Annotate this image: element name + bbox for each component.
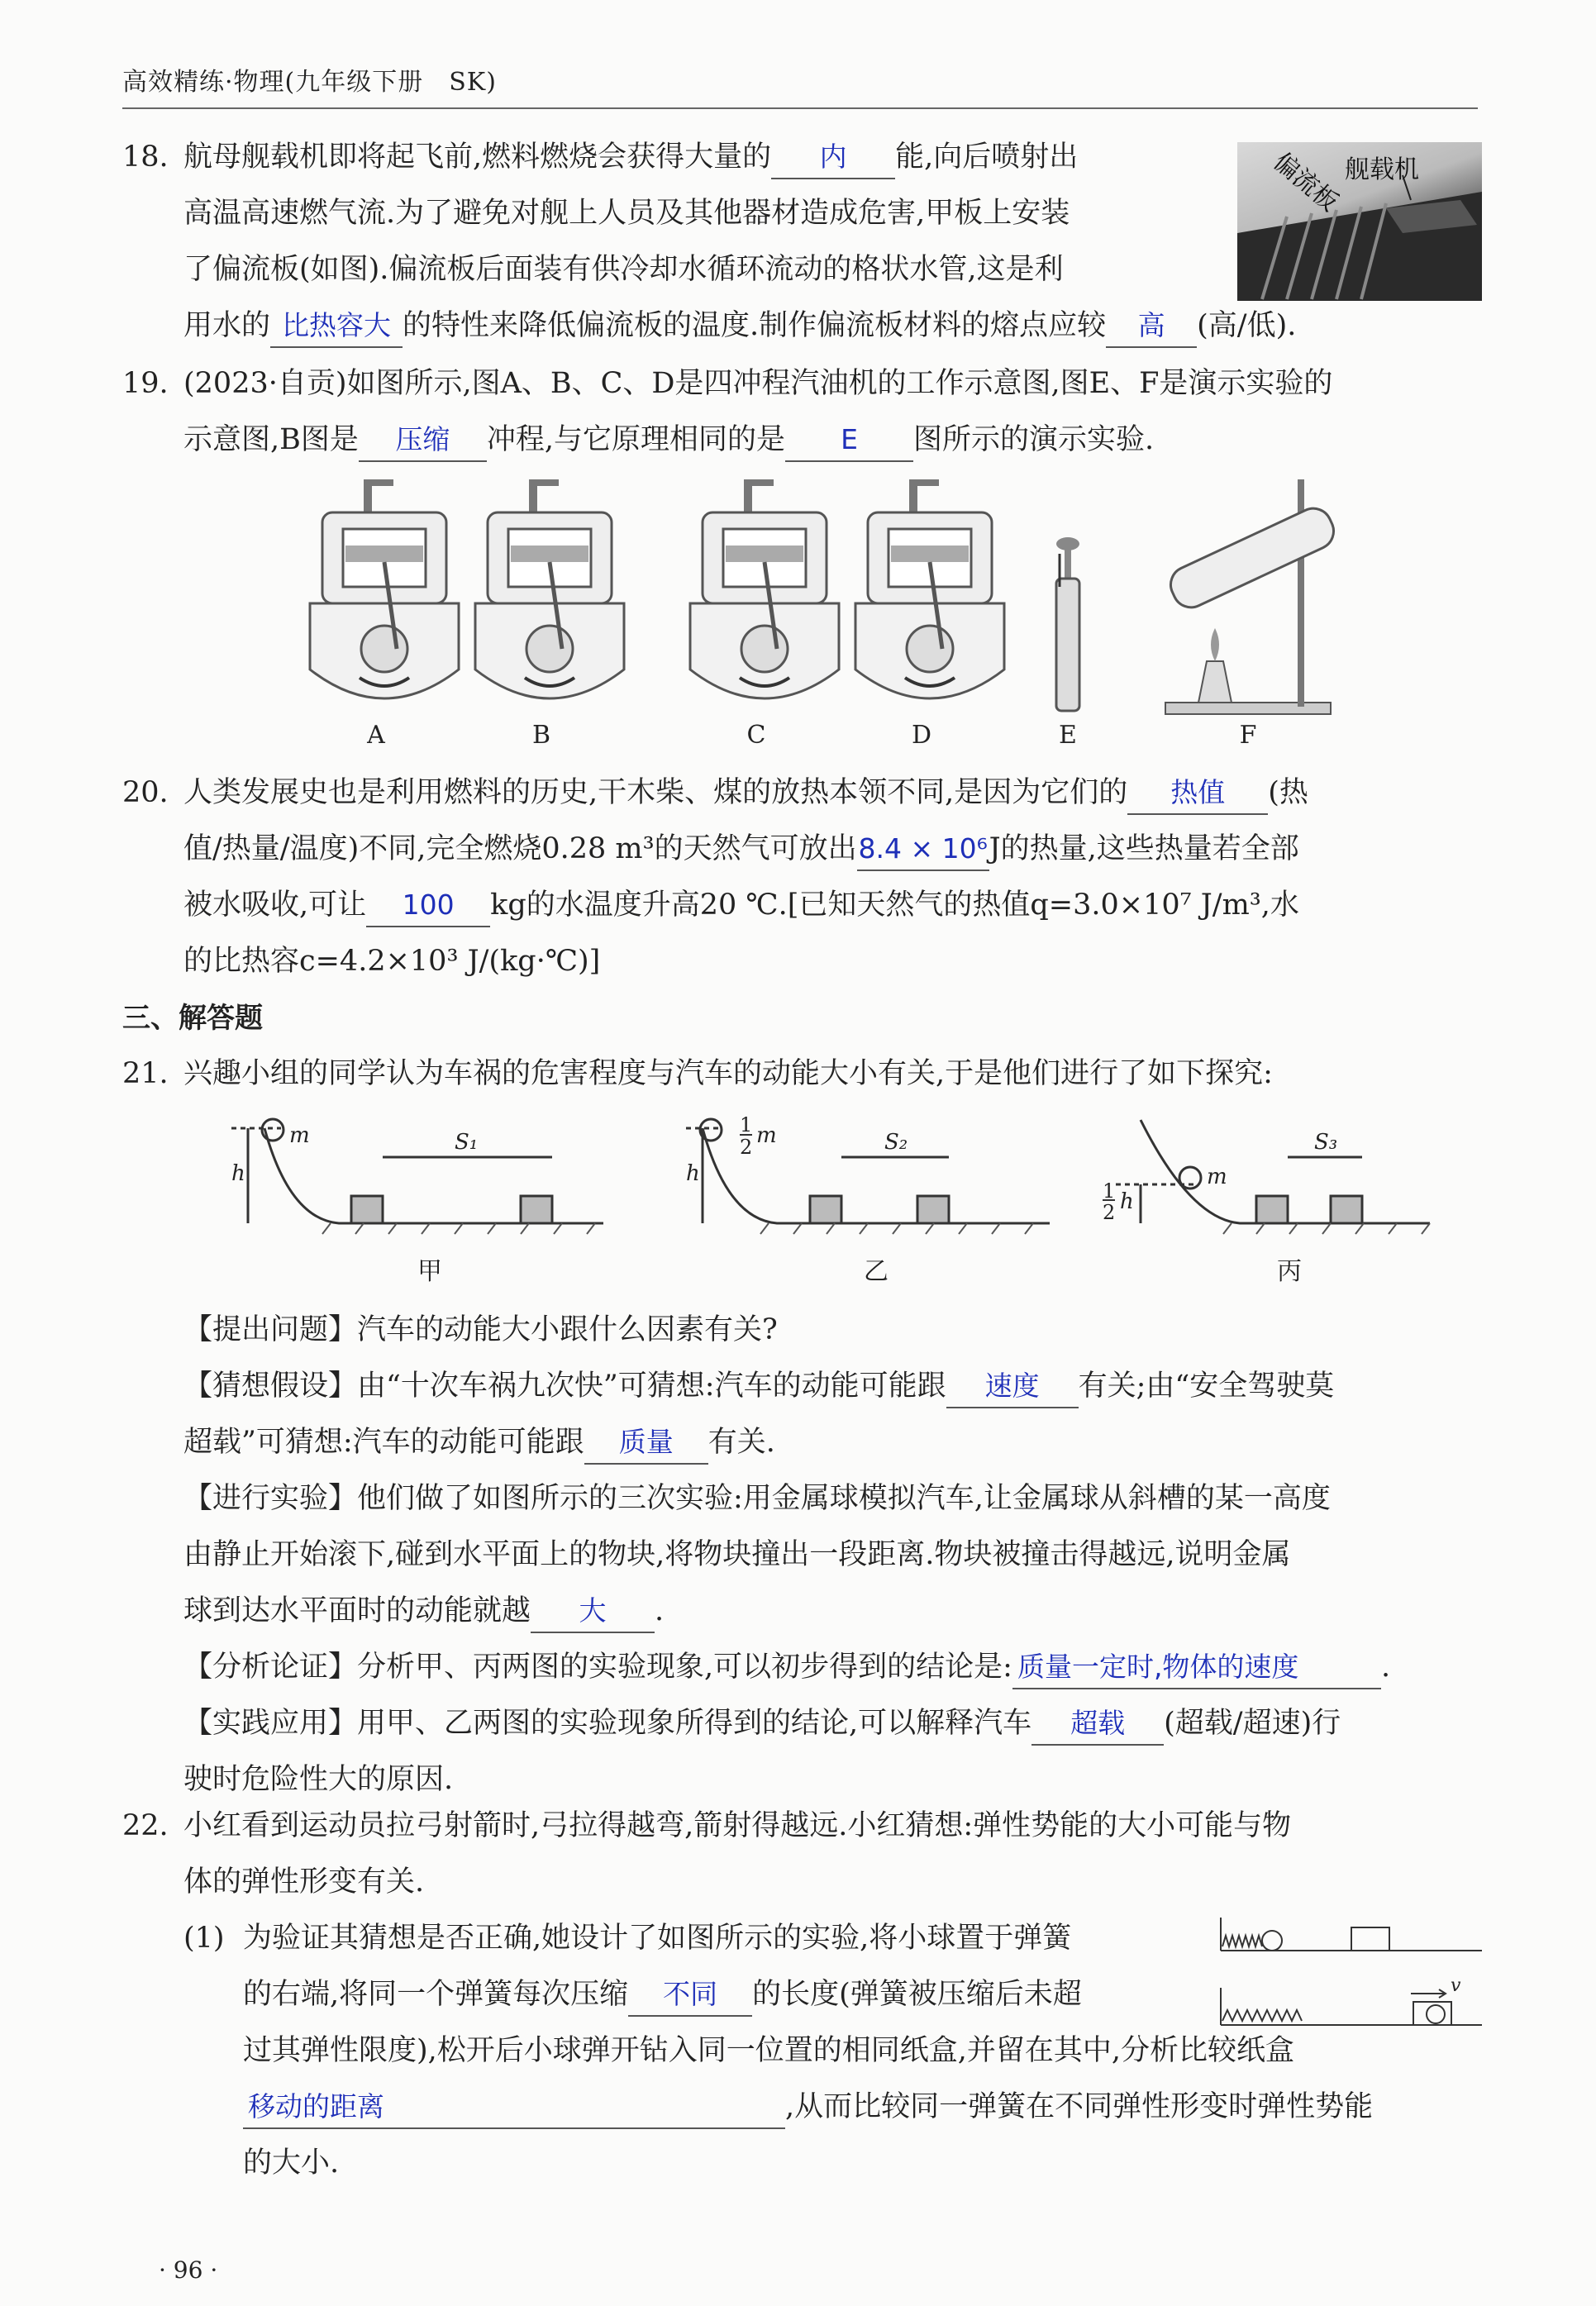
text: 由静止开始滚下,碰到水平面上的物块,将物块撞出一段距离.物块被撞击得越远,说明金属 — [183, 1538, 1291, 1571]
mass-label-jia: m — [289, 1123, 310, 1148]
half-height-top: 1 — [1103, 1179, 1116, 1203]
text: 兴趣小组的同学认为车祸的危害程度与汽车的动能大小有关,于是他们进行了如下探究: — [183, 1057, 1273, 1090]
text: kg的水温度升高20 ℃.[已知天然气的热值q=3.0×10⁷ J/m³,水 — [490, 889, 1299, 922]
half-height-bottom: 2 — [1103, 1201, 1116, 1224]
engine-figures — [306, 479, 1339, 760]
figure-label-bing: 丙 — [1277, 1257, 1302, 1286]
text: ,从而比较同一弹簧在不同弹性形变时弹性势能 — [785, 2090, 1374, 2123]
test-tube-apparatus — [1165, 479, 1339, 714]
ramp-figures — [223, 1112, 1446, 1289]
half-mass-bottom: 2 — [740, 1136, 753, 1159]
mass-label-yi: m — [756, 1123, 777, 1148]
half-mass-top: 1 — [740, 1113, 753, 1136]
text: 有关;由“安全驾驶莫 — [1078, 1370, 1335, 1403]
distance-label-s2: S₂ — [884, 1130, 908, 1155]
height-label-yi: h — [686, 1161, 700, 1186]
text: 有关. — [707, 1426, 775, 1459]
height-label-jia: h — [231, 1161, 245, 1186]
page-header: 高效精练·物理(九年级下册 SK) — [122, 64, 1478, 109]
question-21 — [122, 1046, 1486, 1102]
figure-label-b: B — [531, 721, 551, 750]
text: 的比热容c=4.2×10³ J/(kg·℃)] — [183, 945, 601, 978]
answer-blank[interactable]: 比热容大 — [270, 305, 403, 348]
answer-blank[interactable]: E — [785, 419, 913, 462]
text: 被水吸收,可让 — [183, 889, 367, 922]
spring-diagram-svg — [1219, 1909, 1484, 2042]
answer-blank[interactable]: 100 — [366, 884, 490, 927]
photo-label-deflector: 偏流板 — [1268, 147, 1344, 218]
sub-question-number: (1) — [183, 1922, 225, 1955]
answer-blank[interactable]: 速度 — [946, 1365, 1079, 1408]
ramp-diagram-svg — [223, 1112, 1446, 1244]
text: (2023·自贡)如图所示,图A、B、C、D是四冲程汽油机的工作示意图,图E、F是演示实验的 — [183, 367, 1333, 400]
text: . — [655, 1594, 665, 1627]
distance-label-s3: S₃ — [1314, 1130, 1338, 1155]
figure-label-jia: 甲 — [417, 1257, 442, 1286]
spring-figure — [1219, 1909, 1484, 2042]
question-number: 19. — [122, 367, 169, 400]
figure-label-c: C — [746, 721, 766, 750]
velocity-label: v — [1451, 1975, 1461, 1996]
text: 用甲、乙两图的实验现象所得到的结论,可以解释汽车 — [357, 1707, 1032, 1740]
text: (高/低). — [1197, 309, 1297, 342]
engine-diagram-svg — [306, 479, 1339, 719]
page-number: · 96 · — [159, 2256, 218, 2284]
figure-label-d: D — [911, 721, 932, 750]
text: 航母舰载机即将起飞前,燃料燃烧会获得大量的 — [183, 141, 772, 174]
text: 体的弹性形变有关. — [183, 1865, 425, 1899]
text: 值/热量/温度)不同,完全燃烧0.28 m³的天然气可放出 — [183, 832, 857, 865]
aircraft-carrier-photo — [1237, 142, 1482, 301]
text: 冲程,与它原理相同的是 — [486, 423, 785, 456]
mass-label-bing: m — [1207, 1165, 1227, 1189]
part-tag: 【进行实验】 — [183, 1482, 358, 1515]
text: . — [1380, 1651, 1391, 1684]
text: 能,向后喷射出 — [895, 141, 1079, 174]
text: J的热量,这些热量若全部 — [989, 832, 1299, 865]
question-number: 18. — [122, 141, 169, 174]
text: 的长度(弹簧被压缩后未超 — [752, 1978, 1082, 2011]
question-20 — [122, 765, 1486, 989]
text: 人类发展史也是利用燃料的历史,干木柴、煤的放热本领不同,是因为它们的 — [183, 776, 1128, 809]
answer-blank[interactable]: 压缩 — [359, 419, 487, 462]
text: 示意图,B图是 — [183, 423, 359, 456]
answer-blank[interactable]: 8.4 × 10⁶ — [857, 828, 989, 871]
answer-blank[interactable]: 热值 — [1127, 772, 1268, 815]
photo-label-aircraft: 舰载机 — [1345, 155, 1419, 184]
answer-blank[interactable]: 不同 — [628, 1974, 752, 2017]
text: 超载”可猜想:汽车的动能可能跟 — [183, 1426, 584, 1459]
distance-label-s1: S₁ — [455, 1130, 479, 1155]
section-title: 三、解答题 — [122, 1002, 263, 1035]
figure-label-a: A — [367, 721, 385, 750]
text: 用水的 — [183, 309, 271, 342]
question-number: 20. — [122, 776, 169, 809]
text: (热 — [1268, 776, 1308, 809]
question-21-parts — [122, 1302, 1486, 1808]
text: 汽车的动能大小跟什么因素有关? — [357, 1313, 778, 1346]
figure-label-yi: 乙 — [864, 1257, 889, 1286]
fire-syringe — [1056, 537, 1079, 711]
text: 高温高速燃气流.为了避免对舰上人员及其他器材造成危害,甲板上安装 — [183, 197, 1070, 230]
text: 的右端,将同一个弹簧每次压缩 — [243, 1978, 629, 2011]
text: 为验证其猜想是否正确,她设计了如图所示的实验,将小球置于弹簧 — [243, 1922, 1072, 1955]
text: 驶时危险性大的原因. — [183, 1763, 454, 1796]
part-tag: 【提出问题】 — [183, 1313, 358, 1346]
text: 分析甲、丙两图的实验现象,可以初步得到的结论是: — [357, 1651, 1012, 1684]
answer-blank[interactable]: 质量 — [584, 1422, 708, 1465]
text: 小红看到运动员拉弓射箭时,弓拉得越弯,箭射得越远.小红猜想:弹性势能的大小可能与物 — [183, 1809, 1292, 1842]
answer-blank[interactable]: 内 — [771, 136, 895, 179]
text: 了偏流板(如图).偏流板后面装有供冷却水循环流动的格状水管,这是利 — [183, 253, 1064, 286]
question-number: 21. — [122, 1057, 169, 1090]
text: (超载/超速)行 — [1164, 1707, 1341, 1740]
answer-blank[interactable]: 高 — [1106, 305, 1197, 348]
answer-blank[interactable]: 移动的距离 — [243, 2086, 785, 2129]
answer-blank[interactable]: 超载 — [1031, 1703, 1164, 1746]
text: 的大小. — [243, 2146, 340, 2180]
answer-blank[interactable]: 大 — [531, 1590, 655, 1633]
text: 由“十次车祸九次快”可猜想:汽车的动能可能跟 — [357, 1370, 946, 1403]
text: 过其弹性限度),松开后小球弹开钻入同一位置的相同纸盒,并留在其中,分析比较纸盒 — [243, 2034, 1295, 2067]
part-tag: 【实践应用】 — [183, 1707, 358, 1740]
answer-blank[interactable]: 质量一定时,物体的速度 — [1012, 1646, 1381, 1689]
text: 的特性来降低偏流板的温度.制作偏流板材料的熔点应较 — [403, 309, 1107, 342]
text: 图所示的演示实验. — [913, 423, 1155, 456]
text: 他们做了如图所示的三次实验:用金属球模拟汽车,让金属球从斜槽的某一高度 — [357, 1482, 1331, 1515]
part-tag: 【分析论证】 — [183, 1651, 358, 1684]
text: 球到达水平面时的动能就越 — [183, 1594, 531, 1627]
figure-label-f: F — [1239, 721, 1257, 750]
part-tag: 【猜想假设】 — [183, 1370, 358, 1403]
question-19 — [122, 355, 1486, 468]
question-number: 22. — [122, 1809, 169, 1842]
height-label-bing: h — [1120, 1189, 1134, 1214]
figure-label-e: E — [1059, 721, 1077, 750]
